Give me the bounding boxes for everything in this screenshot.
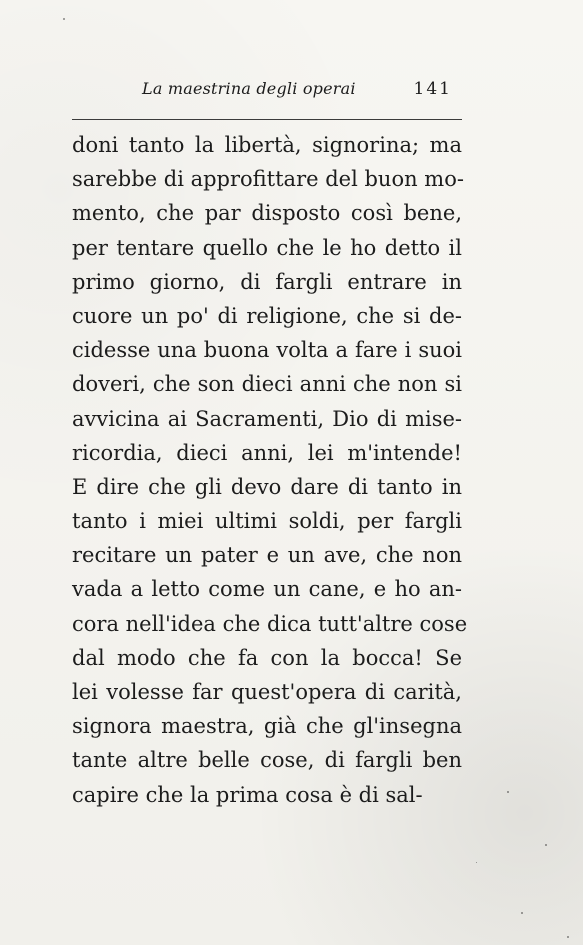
text-line: cidesse una buona volta a fare i suoi — [72, 338, 462, 363]
text-line: doni tanto la libertà, signorina; ma — [72, 133, 462, 157]
paper-speck — [476, 862, 477, 863]
text-line: tanto i miei ultimi soldi, per fargli — [72, 509, 462, 534]
text-line: tante altre belle cose, di fargli ben — [72, 748, 462, 773]
text-line: vada a letto come un cane, e ho an- — [72, 577, 462, 602]
text-line: capire che la prima cosa è di sal- — [72, 782, 423, 807]
text-line: ricordia, dieci anni, lei m'intende! — [72, 440, 462, 465]
paper-speck — [545, 844, 547, 846]
text-line: recitare un pater e un ave, che non — [72, 543, 462, 568]
paper-speck — [521, 912, 523, 914]
text-line: primo giorno, di fargli entrare in — [72, 269, 462, 294]
text-line: avvicina ai Sacramenti, Dio di mise- — [72, 406, 462, 431]
text-line: cuore un po' di religione, che si de- — [72, 303, 462, 328]
text-line: cora nell'idea che dica tutt'altre cose — [72, 611, 468, 636]
paper-speck — [567, 936, 569, 938]
running-head: La maestrina degli operai — [142, 79, 356, 98]
text-line: sarebbe di approfittare del buon mo- — [72, 167, 464, 192]
page-header — [72, 74, 462, 108]
text-line: doveri, che son dieci anni che non si — [72, 372, 462, 397]
text-line: mento, che par disposto così bene, — [72, 201, 462, 226]
body-text — [72, 128, 468, 812]
text-line: dal modo che fa con la bocca! Se — [72, 645, 462, 670]
text-line: per tentare quello che le ho detto il — [72, 235, 462, 260]
text-line: signora maestra, già che gl'insegna — [72, 714, 462, 739]
text-line: E dire che gli devo dare di tanto in — [72, 474, 462, 499]
header-rule — [72, 119, 462, 120]
paper-speck — [63, 18, 65, 20]
text-line: lei volesse far quest'opera di carità, — [72, 680, 462, 704]
page-number: 141 — [413, 79, 452, 99]
paper-speck — [507, 791, 509, 793]
